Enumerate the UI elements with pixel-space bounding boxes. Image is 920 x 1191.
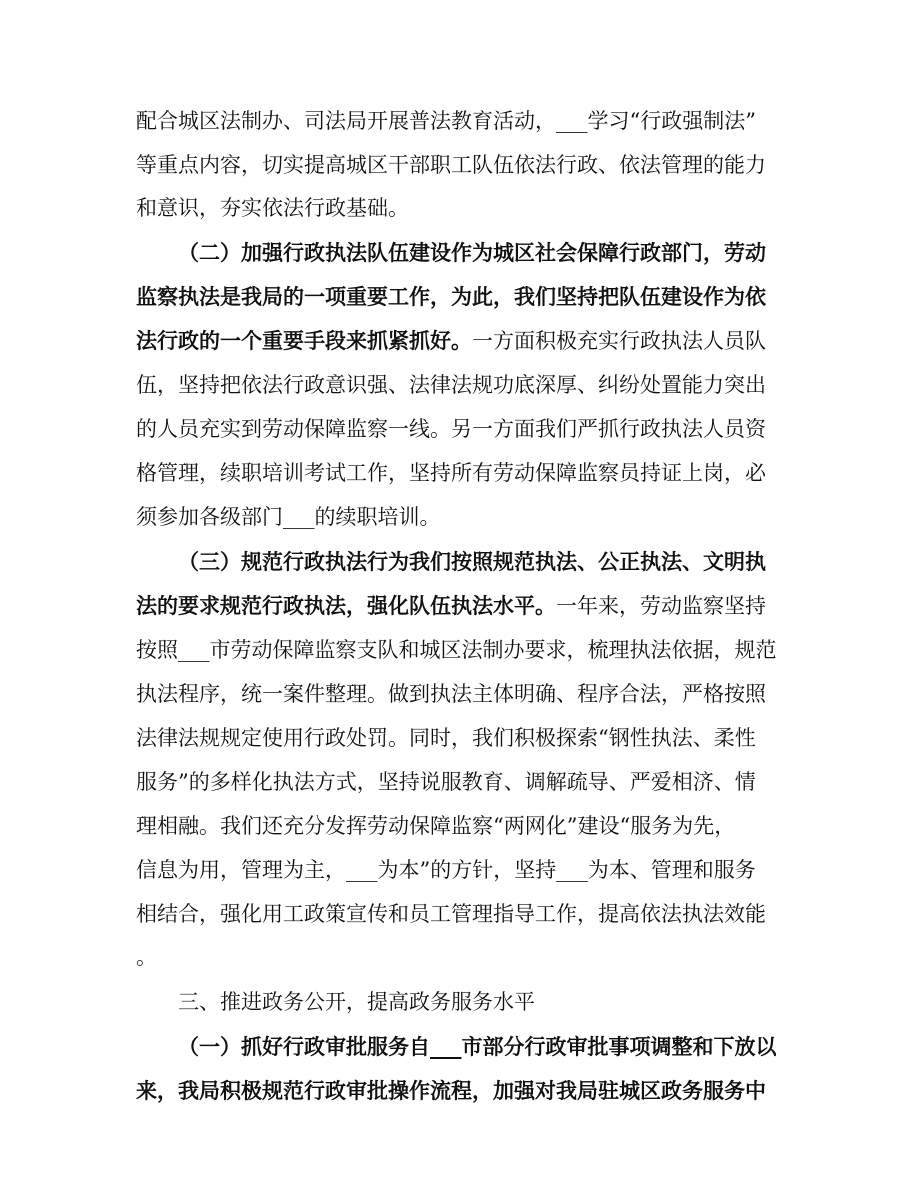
section-2-line-4: 伍，坚持把依法行政意识强、法律法规功底深厚、纠纷处置能力突出 [136,373,766,397]
section-2-heading-line-2: 监察执法是我局的一项重要工作，为此，我们坚持把队伍建设作为依 [136,284,766,309]
section-2-heading-line-3: 法行政的一个重要手段来抓紧抓好。 [136,328,472,353]
section-2-body-start: 一方面积极充实行政执法人员队 [472,329,766,353]
section-3-1-heading-line-2: 来，我局积极规范行政审批操作流程，加强对我局驻城区政务服务中 [136,1078,766,1103]
section-2-line-3 [136,326,796,356]
section-3-line-4: 执法程序，统一案件整理。做到执法主体明确、程序合法，严格按照 [136,682,766,706]
section-3-line-3: 按照___市劳动保障监察支队和城区法制办要求，梳理执法依据，规范 [136,638,777,662]
section-2-line-7: 须参加各级部门___的续职培训。 [136,505,441,529]
section-3-line-5: 法律法规规定使用行政处罚。同时，我们积极探索“钢性执法、柔性 [136,726,756,750]
section-3-1-heading-line-1: （一）抓好行政审批服务自___市部分行政审批事项调整和下放以 [178,1034,777,1059]
section-3-line-7: 理相融。我们还充分发挥劳动保障监察“两网化”建设“服务为先， [136,814,736,838]
section-3-body-start: 一年来，劳动监察坚持 [556,594,766,618]
section-3-line-9: 相结合，强化用工政策宣传和员工管理指导工作，提高依法执法效能 [136,902,766,926]
section-3-heading-line-1: （三）规范行政执法行为我们按照规范执法、公正执法、文明执 [178,549,766,574]
paragraph-line-2: 等重点内容，切实提高城区干部职工队伍依法行政、依法管理的能力 [136,153,766,177]
section-3-heading-line-2: 法的要求规范行政执法，强化队伍执法水平。 [136,593,556,618]
paragraph-line-3: 和意识，夯实依法行政基础。 [136,196,409,220]
section-3-line-6: 服务”的多样化执法方式，坚持说服教育、调解疏导、严爱相济、情 [136,770,756,794]
section-2-heading-line-1: （二）加强行政执法队伍建设作为城区社会保障行政部门，劳动 [178,240,766,265]
section-2-line-5: 的人员充实到劳动保障监察一线。另一方面我们严抓行政执法人员资 [136,417,766,441]
section-3-line-2 [136,591,796,621]
section-2-line-6: 格管理，续职培训考试工作，坚持所有劳动保障监察员持证上岗，必 [136,461,766,485]
chapter-3-heading: 三、推进政务公开，提高政务服务水平 [178,990,535,1014]
section-3-line-8: 信息为用，管理为主，___为本”的方针，坚持___为本、管理和服务 [136,858,756,882]
section-3-line-10: 。 [136,945,157,969]
paragraph-line-1: 配合城区法制办、司法局开展普法教育活动，___学习“行政强制法” [136,109,756,133]
